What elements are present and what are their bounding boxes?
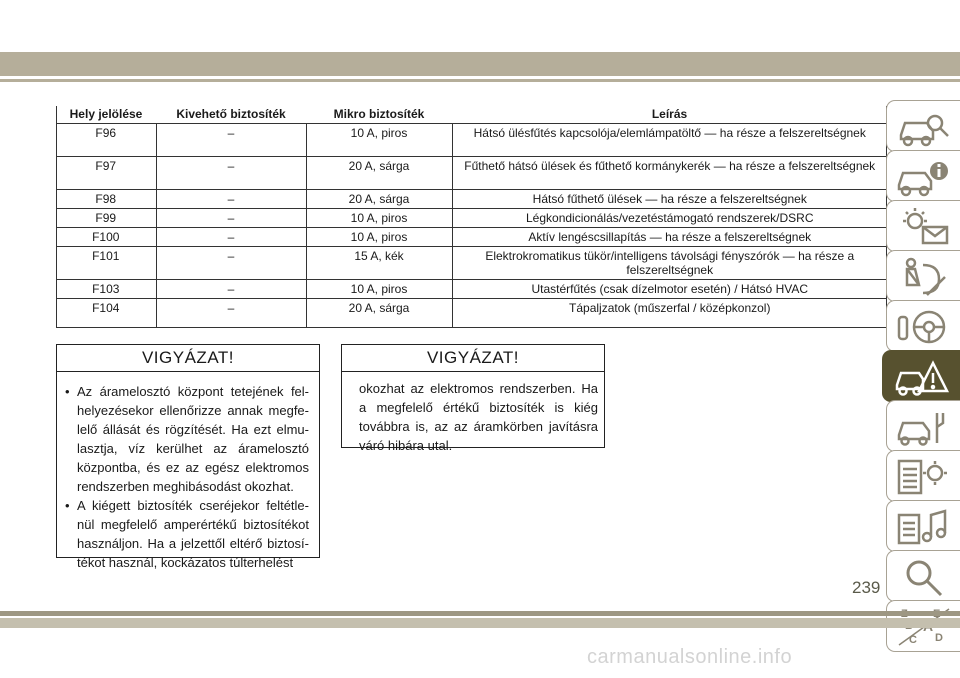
cell-description: Hátsó fűthető ülések — ha része a felszereltségnek (452, 190, 887, 209)
bottom-decor-line (0, 618, 960, 628)
warning-bullet: • A kiégett biztosíték cseréjekor feltétle-nül megfelelő amperértékű biztosítékot használjon. Ha a jelzettől eltérő biztosí-tékot használ, kockázatos túlterhelést (65, 498, 309, 570)
cell-location: F104 (56, 299, 156, 328)
tab-multimedia[interactable] (886, 500, 960, 552)
cell-location: F96 (56, 124, 156, 157)
cell-cartridge: – (156, 299, 306, 328)
header-cartridge-fuse: Kivehető biztosíték (156, 106, 306, 124)
tab-emergency[interactable] (882, 350, 960, 402)
table-row (56, 209, 887, 228)
table-row (56, 190, 887, 209)
watermark: carmanualsonline.info (587, 646, 793, 668)
cell-micro: 10 A, piros (306, 209, 452, 228)
table-header-row (56, 106, 887, 124)
table-row (56, 247, 887, 280)
page-number: 239 (852, 578, 881, 597)
cell-micro: 20 A, sárga (306, 190, 452, 209)
cell-cartridge: – (156, 124, 306, 157)
airbag-seatbelt-icon (893, 255, 955, 299)
car-service-tools-icon (893, 405, 955, 449)
tab-steering-wheel[interactable] (886, 300, 960, 352)
magnifier-search-icon (893, 555, 955, 599)
cell-description: Aktív lengéscsillapítás — ha része a felszereltségnek (452, 228, 887, 247)
car-search-icon (893, 105, 955, 149)
top-decor-line (0, 79, 960, 82)
table-row (56, 299, 887, 328)
cell-micro: 10 A, piros (306, 124, 452, 157)
warning-box-1 (56, 344, 320, 570)
steering-wheel-key-icon (893, 305, 955, 349)
fuse-table (56, 106, 887, 328)
cell-micro: 15 A, kék (306, 247, 452, 280)
multimedia-music-icon (893, 505, 955, 549)
warning-list (57, 372, 319, 572)
cell-location: F98 (56, 190, 156, 209)
tab-specifications[interactable] (886, 450, 960, 502)
warning-title: VIGYÁZAT! (342, 345, 604, 372)
specifications-gear-icon (893, 455, 955, 499)
warning-title: VIGYÁZAT! (57, 345, 319, 372)
cell-cartridge: – (156, 280, 306, 299)
tab-airbag-seatbelt[interactable] (886, 250, 960, 302)
cell-cartridge: – (156, 209, 306, 228)
top-decor-band (0, 52, 960, 76)
tab-car-search[interactable] (886, 100, 960, 152)
cell-location: F101 (56, 247, 156, 280)
cell-micro: 10 A, piros (306, 280, 452, 299)
warning-bullet: • Az áramelosztó központ tetejének fel-helyezésekor ellenőrizze annak megfe-lelő állását és rögzítését. Ha ezt elmu-lasztja, víz kerülhet az áramelosztó központba, és ez az egész elektromos rendszerben meghibásodást okozhat. (65, 384, 309, 494)
warning-bullet-text: Az áramelosztó központ tetejének fel-helyezésekor ellenőrizze annak megfe-lelő állását és rögzítését. Ha ezt elmu-lasztja, víz kerülhet az áramelosztó központba, és ez az egész elektromos rendszerben meghibásodást okozhat. (77, 384, 309, 494)
cell-description: Fűthető hátsó ülések és fűthető kormánykerék — ha része a felszereltségnek (452, 157, 887, 190)
cell-micro: 10 A, piros (306, 228, 452, 247)
cell-description: Légkondicionálás/vezetéstámogató rendszerek/DSRC (452, 209, 887, 228)
table-row (56, 157, 887, 190)
header-description: Leírás (452, 106, 887, 124)
warning-bullet-text: A kiégett biztosíték cseréjekor feltétle-nül megfelelő amperértékű biztosítékot használjon. Ha a jelzettől eltérő biztosí-tékot használ, kockázatos túlterhelést (77, 498, 309, 570)
warning-box-2 (341, 344, 605, 453)
cell-description: Elektrokromatikus tükör/intelligens távolsági fényszórók — ha része a felszereltségnek (452, 247, 887, 280)
car-hazard-emergency-icon (889, 355, 951, 399)
cell-micro: 20 A, sárga (306, 299, 452, 328)
table-row (56, 124, 887, 157)
table-row (56, 228, 887, 247)
cell-cartridge: – (156, 157, 306, 190)
cell-location: F99 (56, 209, 156, 228)
tab-search[interactable] (886, 550, 960, 602)
tab-car-info[interactable] (886, 150, 960, 202)
cell-cartridge: – (156, 190, 306, 209)
cell-location: F100 (56, 228, 156, 247)
cell-cartridge: – (156, 247, 306, 280)
header-micro-fuse: Mikro biztosíték (306, 106, 452, 124)
tab-warning-lights[interactable] (886, 200, 960, 252)
warning-lights-message-icon (893, 205, 955, 249)
svg-text:C: C (909, 634, 917, 646)
cell-description: Tápaljzatok (műszerfal / középkonzol) (452, 299, 887, 328)
cell-cartridge: – (156, 228, 306, 247)
warning-text: okozhat az elektromos rendszerben. Ha a megfelelő értékű biztosíték is kiég továbbra is, az az áramkörben javításra váró hibára utal. (359, 381, 598, 453)
tab-service[interactable] (886, 400, 960, 452)
bottom-decor-band (0, 611, 960, 616)
cell-location: F97 (56, 157, 156, 190)
svg-text:D: D (935, 632, 943, 644)
table-row (56, 280, 887, 299)
cell-description: Hátsó ülésfűtés kapcsolója/elemlámpatöltő — ha része a felszereltségnek (452, 124, 887, 157)
header-location: Hely jelölése (56, 106, 156, 124)
cell-description: Utastérfűtés (csak dízelmotor esetén) / Hátsó HVAC (452, 280, 887, 299)
car-info-icon (893, 155, 955, 199)
cell-location: F103 (56, 280, 156, 299)
cell-micro: 20 A, sárga (306, 157, 452, 190)
